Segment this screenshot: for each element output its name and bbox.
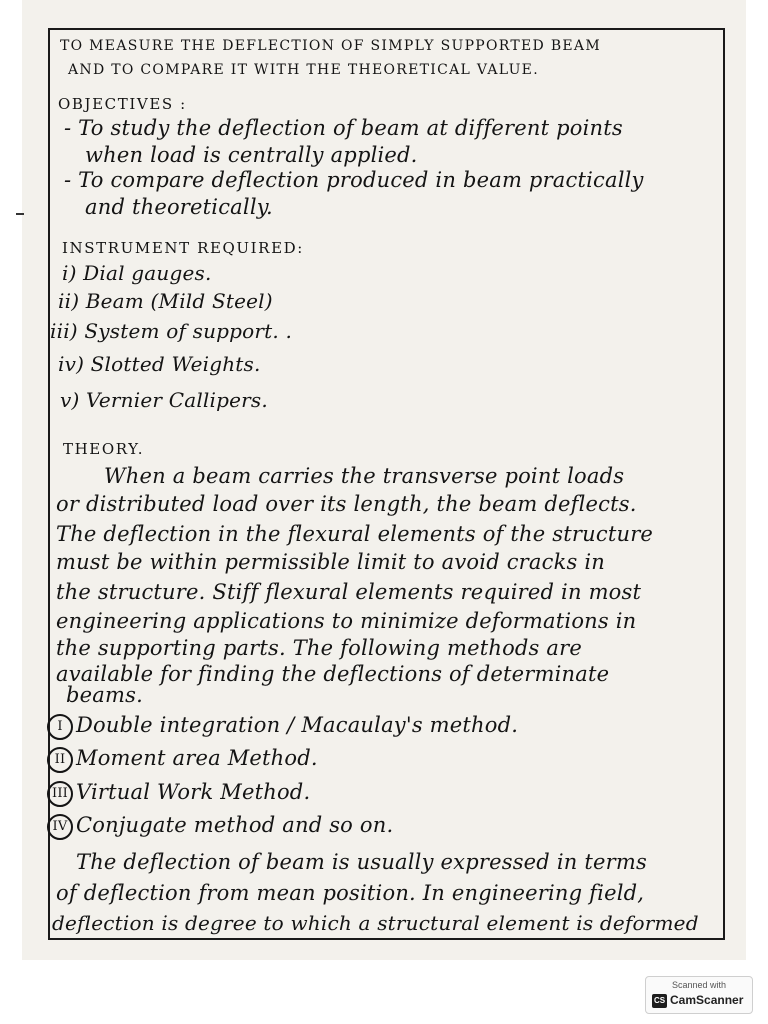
camscanner-watermark — [645, 976, 753, 1014]
theory-paragraph-line: of deflection from mean position. In engineering field, — [56, 881, 645, 905]
camscanner-logo-icon: CS — [652, 994, 667, 1008]
theory-paragraph-line: or distributed load over its length, the beam deflects. — [56, 492, 637, 516]
method-number: IV — [47, 814, 73, 840]
title-line-1: TO MEASURE THE DEFLECTION OF SIMPLY SUPPORTED BEAM — [60, 38, 601, 54]
method-item — [47, 780, 310, 807]
method-item — [47, 746, 318, 773]
objectives-heading: OBJECTIVES : — [58, 95, 187, 113]
theory-paragraph-line: available for finding the deflections of determinate — [56, 662, 610, 686]
objective-line: and theoretically. — [85, 195, 273, 219]
method-text: Moment area Method. — [76, 746, 318, 770]
method-item — [47, 813, 393, 840]
watermark-caption: Scanned with — [671, 980, 727, 990]
objective-line: - To compare deflection produced in beam practically — [64, 168, 644, 192]
method-item — [47, 713, 518, 740]
method-text: Virtual Work Method. — [76, 780, 311, 804]
theory-heading: THEORY. — [63, 440, 145, 458]
theory-paragraph-line: the structure. Stiff flexural elements required in most — [56, 580, 642, 604]
watermark-brand: CamScanner — [670, 993, 744, 1007]
theory-paragraph-line: The deflection in the flexural elements of the structure — [56, 522, 654, 546]
method-number: III — [47, 781, 73, 807]
theory-paragraph-line: must be within permissible limit to avoid cracks in — [56, 550, 606, 574]
objective-line: - To study the deflection of beam at different points — [64, 116, 623, 140]
instrument-item: v) Vernier Callipers. — [60, 388, 268, 412]
theory-paragraph-line: The deflection of beam is usually expressed in terms — [76, 850, 647, 874]
objective-line: when load is centrally applied. — [85, 143, 418, 167]
method-number: II — [47, 747, 73, 773]
margin-mark — [16, 213, 24, 215]
method-text: Double integration / Macaulay's method. — [76, 713, 519, 737]
instrument-item: iv) Slotted Weights. — [58, 352, 261, 376]
theory-paragraph-line: deflection is degree to which a structural element is deformed — [52, 911, 699, 935]
instrument-item: i) Dial gauges. — [62, 261, 212, 285]
instrument-item: ii) Beam (Mild Steel) — [58, 289, 273, 313]
theory-paragraph-line: the supporting parts. The following methods are — [56, 636, 582, 660]
theory-paragraph-line: engineering applications to minimize deformations in — [56, 609, 637, 633]
theory-paragraph-line: When a beam carries the transverse point loads — [104, 464, 625, 488]
method-text: Conjugate method and so on. — [76, 813, 394, 837]
method-number: I — [47, 714, 73, 740]
instrument-item: iii) System of support. . — [50, 319, 293, 343]
theory-paragraph-line: beams. — [66, 683, 143, 707]
title-line-2: AND TO COMPARE IT WITH THE THEORETICAL VALUE. — [68, 62, 539, 78]
instruments-heading: INSTRUMENT REQUIRED: — [62, 239, 304, 257]
